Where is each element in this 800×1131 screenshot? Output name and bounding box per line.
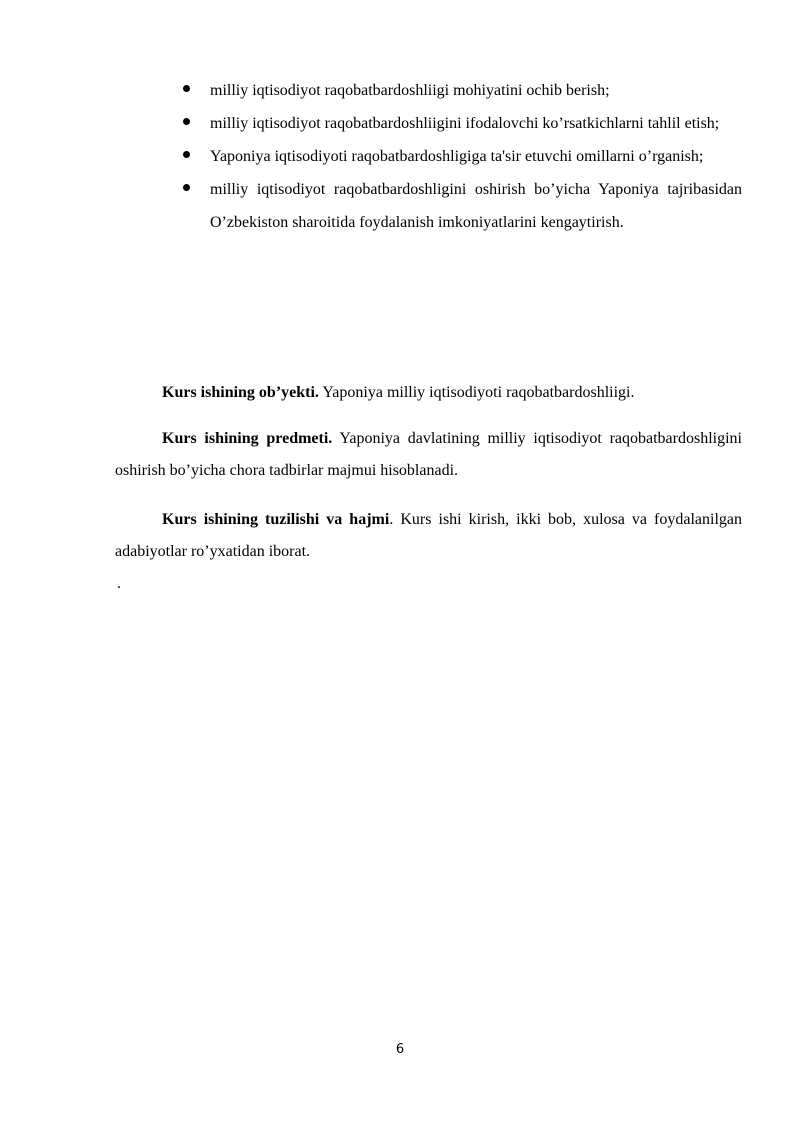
- research-object-paragraph: [115, 377, 742, 409]
- list-item: [183, 173, 742, 239]
- bullet-icon: [183, 118, 190, 125]
- list-item: [183, 107, 742, 140]
- research-subject-label: Kurs ishining predmeti.: [162, 430, 333, 447]
- bullet-icon: [183, 184, 190, 191]
- list-item: [183, 74, 742, 107]
- trailing-dot: .: [117, 575, 121, 592]
- list-item: [183, 140, 742, 173]
- research-object-text: Yaponiya milliy iqtisodiyoti raqobatbardoshliigi.: [318, 384, 635, 401]
- structure-label: Kurs ishining tuzilishi va hajmi: [162, 511, 390, 528]
- list-item-text: milliy iqtisodiyot raqobatbardoshliigini ifodalovchi ko’rsatkichlarni tahlil etish;: [210, 115, 720, 132]
- research-object-label: Kurs ishining ob’yekti.: [162, 384, 319, 401]
- structure-text: . Kurs ishi kirish, ikki bob, xulosa va foydalanilgan adabiyotlar ro’yxatidan iborat.: [115, 511, 742, 560]
- list-item-text: milliy iqtisodiyot raqobatbardoshligini oshirish bo’yicha Yaponiya tajribasidan O’zbekiston sharoitida foydalanish imkoniyatlarini kengaytirish.: [210, 181, 742, 231]
- bullet-icon: [183, 85, 190, 92]
- structure-paragraph: [115, 504, 742, 568]
- page-number: 6: [395, 1042, 405, 1057]
- research-subject-text: Yaponiya davlatining milliy iqtisodiyot raqobatbardoshligini oshirish bo’yicha chora tadbirlar majmui hisoblanadi.: [115, 430, 742, 479]
- bullet-icon: [183, 151, 190, 158]
- list-item-text: Yaponiya iqtisodiyoti raqobatbardoshligiga ta'sir etuvchi omillarni o’rganish;: [210, 148, 704, 165]
- research-subject-paragraph: [115, 423, 742, 487]
- list-item-text: milliy iqtisodiyot raqobatbardoshliigi mohiyatini ochib berish;: [210, 82, 610, 99]
- objectives-list: [183, 74, 742, 239]
